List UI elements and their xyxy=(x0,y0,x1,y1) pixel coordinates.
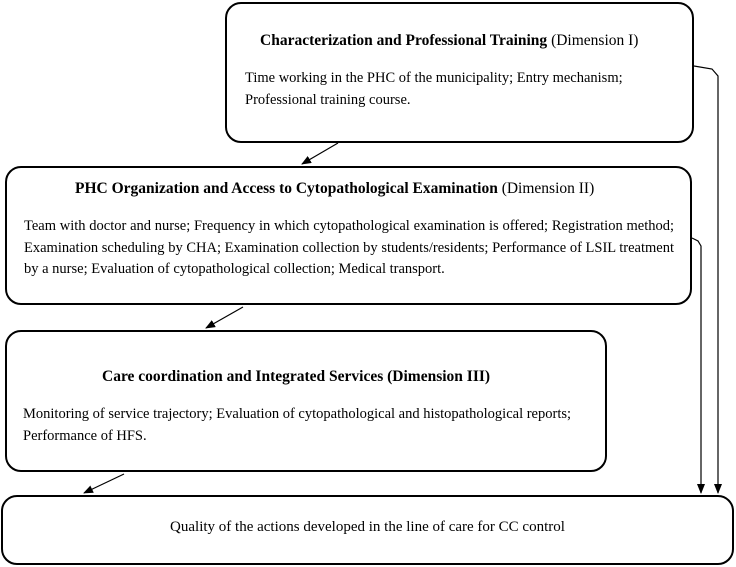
dimension-3-box xyxy=(5,330,607,472)
dimension-2-box xyxy=(5,166,692,305)
outcome-box xyxy=(1,495,734,565)
dimension-1-box xyxy=(225,2,694,143)
dimension-1-title: Characterization and Professional Training (Dimension I) xyxy=(260,32,639,49)
dimension-3-body: Monitoring of service trajectory; Evaluation of cytopathological and histopathological reports; Performance of HFS. xyxy=(23,406,572,444)
arrow-dim2-to-dim3 xyxy=(206,307,243,328)
outcome-text: Quality of the actions developed in the line of care for CC control xyxy=(170,519,565,535)
arrow-dim1-to-dim2 xyxy=(302,143,338,164)
dimension-2-body: Team with doctor and nurse; Frequency in which cytopathological examination is offered; Registration method; Examination scheduling by CHA; Examination collection by students/residents; Performance of LSIL treatment by a nurse; Evaluation of cytopathological collection; Medical transport. xyxy=(24,218,674,277)
arrow-dim3-to-outcome xyxy=(84,474,124,493)
arrow-dim1-to-outcome xyxy=(694,66,718,493)
dimension-3-title: Care coordination and Integrated Services (Dimension III) xyxy=(102,368,491,385)
dimension-1-body: Time working in the PHC of the municipality; Entry mechanism; Professional training course. xyxy=(245,70,623,108)
dimension-2-title: PHC Organization and Access to Cytopathological Examination (Dimension II) xyxy=(75,180,595,197)
arrow-dim2-to-outcome xyxy=(692,238,701,493)
